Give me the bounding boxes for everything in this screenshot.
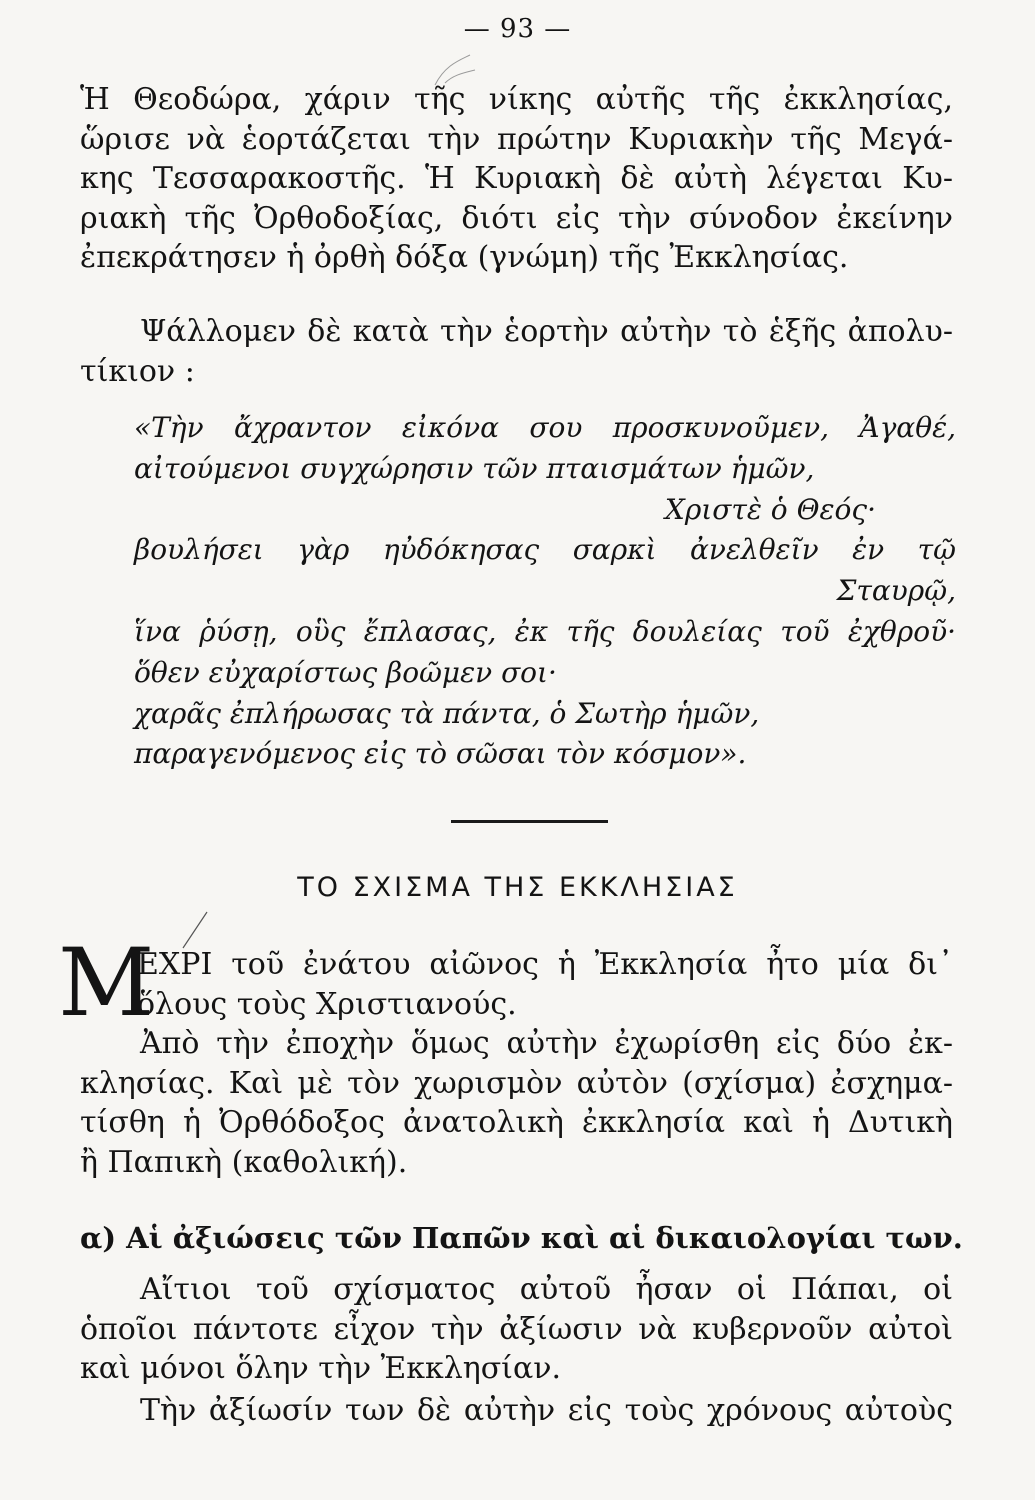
text-line: ὥρισε νὰ ἑορτάζεται τὴν πρώτην Κυριακὴν τῆς Μεγά- [80, 121, 953, 157]
text-line: ἐπεκράτησεν ἡ ὀρθὴ δόξα (γνώμη) τῆς Ἐκκλησίας. [80, 240, 849, 276]
text-line: ἢ Παπικὴ (καθολική). [80, 1144, 408, 1180]
hymn-line: αἰτούμενοι συγχώρησιν τῶν πταισμάτων ἡμῶν, [134, 451, 815, 485]
hymn-line: χαρᾶς ἐπλήρωσας τὰ πάντα, ὁ Σωτὴρ ἡμῶν, [134, 696, 760, 730]
hymn-line: βουλήσει γὰρ ηὐδόκησας σαρκὶ ἀνελθεῖν ἐν τῷ [134, 533, 956, 567]
paragraph-schism-intro [137, 945, 953, 1024]
hymn-apolytikion [134, 408, 956, 775]
hymn-line: ἵνα ῥύσῃ, οὓς ἔπλασας, ἐκ τῆς δουλείας τοῦ ἐχθροῦ· [134, 614, 956, 648]
text-line: ριακὴ τῆς Ὀρθοδοξίας, διότι εἰς τὴν σύνοδον ἐκείνην [80, 200, 953, 236]
text-line: κης Τεσσαρακοστῆς. Ἡ Κυριακὴ δὲ αὐτὴ λέγεται Κυ- [80, 161, 953, 197]
hymn-line: Χριστὲ ὁ Θεός· [664, 492, 876, 526]
text-line: Ἀπὸ τὴν ἐποχὴν ὅμως αὐτὴν ἐχωρίσθη εἰς δύο ἐκ- [140, 1026, 953, 1061]
text-line: τίκιον : [80, 353, 195, 389]
section-title: ΤΟ ΣΧΙΣΜΑ ΤΗΣ ΕΚΚΛΗΣΙΑΣ [297, 872, 738, 903]
text-line: καὶ μόνοι ὅλην τὴν Ἐκκλησίαν. [80, 1351, 561, 1387]
pencil-mark [177, 910, 213, 950]
text-line: Ψάλλομεν δὲ κατὰ τὴν ἑορτὴν αὐτὴν τὸ ἑξῆς ἀπολυ- [140, 314, 953, 349]
text-line: κλησίας. Καὶ μὲ τὸν χωρισμὸν αὐτὸν (σχίσμα) ἐσχημα- [80, 1065, 953, 1101]
drop-cap: Μ [58, 929, 155, 1038]
paragraph-apolytikion-intro [80, 312, 953, 391]
text-line: Ἡ Θεοδώρα, χάριν τῆς νίκης αὐτῆς τῆς ἐκκλησίας, [80, 82, 953, 117]
text-line: ὁποῖοι πάντοτε εἶχον τὴν ἀξίωσιν νὰ κυβερνοῦν αὐτοὶ [80, 1311, 953, 1347]
paragraph-popes-cause [80, 1270, 953, 1389]
paragraph-theodora [80, 80, 953, 278]
section-divider [451, 820, 608, 823]
page-number: — 93 — [463, 14, 572, 44]
subheading-papal-claims: α) Αἱ ἀξιώσεις τῶν Παπῶν καὶ αἱ δικαιολογίαι των. [80, 1221, 963, 1255]
paragraph-schism-division [80, 1024, 953, 1182]
paragraph-claim-continued [80, 1391, 953, 1431]
hymn-line: «Τὴν ἄχραντον εἰκόνα σου προσκυνοῦμεν, Ἀγαθέ, [134, 411, 956, 444]
text-line: Αἴτιοι τοῦ σχίσματος αὐτοῦ ἦσαν οἱ Πάπαι, οἱ [140, 1272, 953, 1307]
text-line: ὅλους τοὺς Χριστιανούς. [137, 986, 517, 1022]
text-line: τίσθη ἡ Ὀρθόδοξος ἀνατολικὴ ἐκκλησία καὶ ἡ Δυτικὴ [80, 1105, 953, 1141]
text-line: Τὴν ἀξίωσίν των δὲ αὐτὴν εἰς τοὺς χρόνους αὐτοὺς [140, 1393, 953, 1428]
text-line: ΕΧΡΙ τοῦ ἐνάτου αἰῶνος ἡ Ἐκκλησία ἦτο μία δι᾽ [137, 947, 953, 982]
hymn-line: παραγενόμενος εἰς τὸ σῶσαι τὸν κόσμον». [134, 737, 747, 771]
hymn-line: Σταυρῷ, [836, 574, 956, 608]
hymn-line: ὅθεν εὐχαρίστως βοῶμεν σοι· [134, 655, 557, 689]
